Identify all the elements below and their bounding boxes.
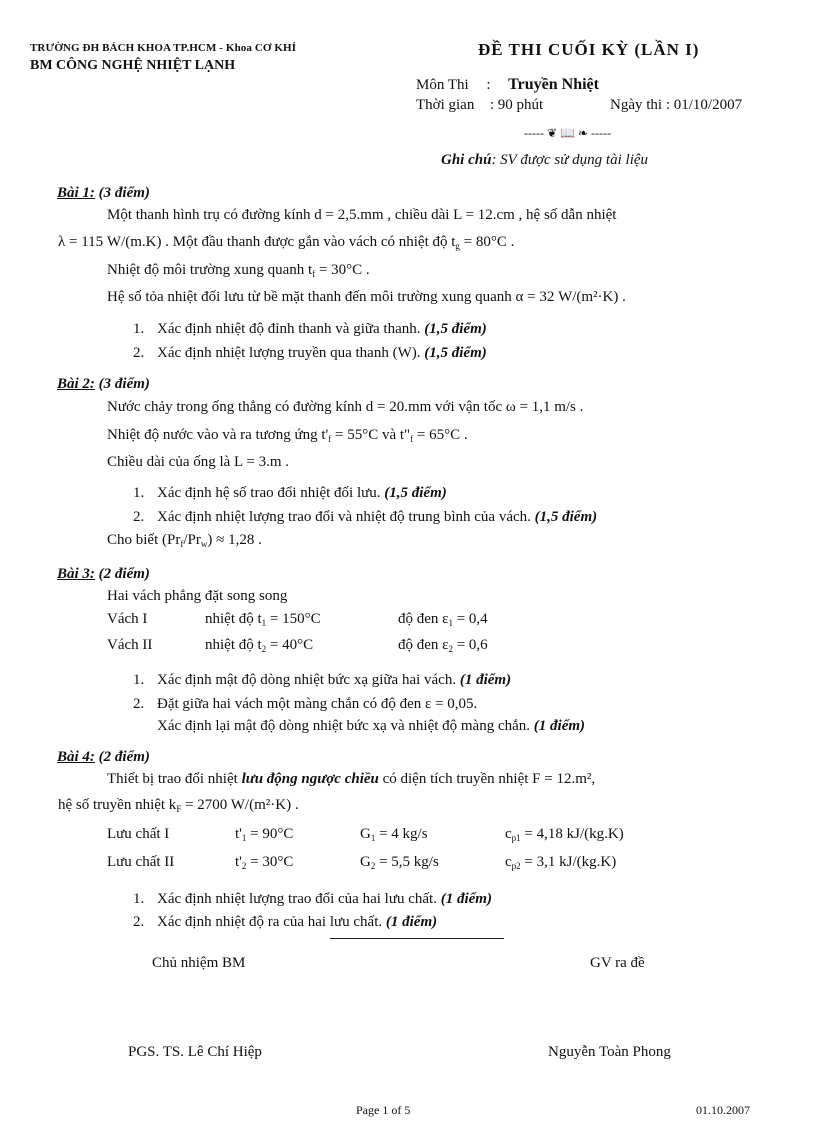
left-signer-name: PGS. TS. Lê Chí Hiệp (128, 1044, 262, 1060)
bai4-q2: 2. Xác định nhiệt độ ra của hai lưu chất. (1 điểm) (133, 914, 438, 930)
date-row (610, 97, 742, 114)
bai2-points: (3 điểm) (98, 376, 150, 392)
time-label: Thời gian (416, 97, 475, 113)
bai4-title: Bài 4: (57, 749, 95, 765)
time-value: : 90 phút (489, 97, 544, 113)
subject-label: Môn Thi (416, 77, 469, 93)
bai1-line2: λ = 115 W/(m.K) . Một đầu thanh được gắn vào vách có nhiệt độ $t_g = 80^\circ C$ . (58, 234, 515, 251)
bai1-heading (57, 185, 150, 202)
fluid1-flow: $G_1 = 4$ kg/s (360, 826, 428, 843)
bai2-given: Cho biết $(Pr_f/Pr_w) \approx 1,28$ . (107, 532, 262, 549)
bai1-q2: 2. Xác định nhiệt lượng truyền qua thanh (W). (1,5 điểm) (133, 345, 487, 361)
bai3-q2b: Xác định lại mật độ dòng nhiệt bức xạ và nhiệt độ màng chắn. (1 điểm) (157, 718, 586, 734)
ornament: ----- ❦ 📖 ❧ ----- (524, 126, 612, 140)
subject-value: Truyền Nhiệt (508, 76, 599, 93)
time-row (416, 97, 543, 114)
bai2-heading (57, 376, 150, 393)
bai2-q2: 2. Xác định nhiệt lượng trao đổi và nhiệt độ trung bình của vách. (1,5 điểm) (133, 509, 598, 525)
wall1-emissivity: độ đen $\varepsilon_1 = 0,4$ (398, 611, 488, 628)
right-signer-role: GV ra đề (590, 955, 645, 971)
bai2-title: Bài 2: (57, 376, 95, 392)
fluid1-name: Lưu chất I (107, 826, 170, 842)
date-label: Ngày thi (610, 97, 663, 113)
left-signer-role: Chủ nhiệm BM (152, 955, 246, 971)
bai3-line1: Hai vách phẳng đặt song song (107, 588, 288, 604)
bai1-line3: Nhiệt độ môi trường xung quanh $t_f = 30^\circ C$ . (107, 262, 370, 279)
bai2-line1: Nước chảy trong ống thẳng có đường kính d = 20.mm với vận tốc ω = 1,1 m/s . (107, 399, 584, 415)
wall2-temp: nhiệt độ $t_2 = 40^\circ C$ (205, 637, 314, 654)
fluid1-temp: $t'_1 = 90^\circ C$ (235, 826, 294, 843)
bai2-line3: Chiều dài của ống là L = 3.m . (107, 454, 290, 470)
fluid2-name: Lưu chất II (107, 854, 175, 870)
bai2-q1: 1. Xác định hệ số trao đổi nhiệt đối lưu. (1,5 điểm) (133, 485, 447, 501)
end-divider (330, 938, 504, 939)
page-number: Page 1 of 5 (356, 1103, 411, 1117)
bai4-line2: hệ số truyền nhiệt $k_F = 2700$ W/(m²·K) . (58, 797, 299, 814)
bai3-heading (57, 566, 150, 583)
bai1-q1: 1. Xác định nhiệt độ đỉnh thanh và giữa thanh. (1,5 điểm) (133, 321, 487, 337)
bai3-q1: 1. Xác định mật độ dòng nhiệt bức xạ giữa hai vách. (1 điểm) (133, 672, 512, 688)
bai4-q1: 1. Xác định nhiệt lượng trao đổi của hai lưu chất. (1 điểm) (133, 891, 492, 907)
school-name: TRƯỜNG ĐH BÁCH KHOA TP.HCM - Khoa CƠ KHÍ (30, 42, 297, 54)
wall2-name: Vách II (107, 637, 153, 653)
subject-row: Môn Thi : Truyền Nhiệt (416, 76, 599, 93)
bai1-points: (3 điểm) (98, 185, 150, 201)
wall1-name: Vách I (107, 611, 148, 627)
note-label: Ghi chú (441, 152, 492, 168)
fluid2-cp: $c_{p2} = 3,1$ kJ/(kg.K) (505, 854, 617, 871)
note (441, 152, 648, 169)
footer-date: 01.10.2007 (696, 1103, 750, 1117)
bai4-points: (2 điểm) (98, 749, 150, 765)
fluid1-cp: $c_{p1} = 4,18$ kJ/(kg.K) (505, 826, 624, 843)
department-name: BM CÔNG NGHỆ NHIỆT LẠNH (30, 58, 236, 73)
fluid2-flow: $G_2 = 5,5$ kg/s (360, 854, 439, 871)
wall2-emissivity: độ đen $\varepsilon_2 = 0,6$ (398, 637, 488, 654)
bai4-heading (57, 749, 150, 766)
date-value: : 01/10/2007 (665, 97, 743, 113)
bai1-line4: Hệ số tỏa nhiệt đối lưu từ bề mặt thanh đến môi trường xung quanh α = 32 W/(m²·K) . (107, 289, 626, 305)
bai1-line1: Một thanh hình trụ có đường kính d = 2,5.mm , chiều dài L = 12.cm , hệ số dẫn nhiệt (107, 207, 617, 223)
note-text: : SV được sử dụng tài liệu (491, 152, 649, 168)
bai4-line1: Thiết bị trao đổi nhiệt lưu động ngược chiều có diện tích truyền nhiệt F = 12.m², (107, 771, 596, 787)
right-signer-name: Nguyễn Toàn Phong (548, 1044, 671, 1060)
wall1-temp: nhiệt độ $t_1 = 150^\circ C$ (205, 611, 321, 628)
bai3-title: Bài 3: (57, 566, 95, 582)
bai1-title: Bài 1: (57, 185, 95, 201)
fluid2-temp: $t'_2 = 30^\circ C$ (235, 854, 294, 871)
bai3-q2: 2. Đặt giữa hai vách một màng chắn có độ đen ε = 0,05. (133, 696, 478, 712)
exam-title: ĐỀ THI CUỐI KỲ (LẦN I) (478, 40, 700, 59)
bai3-points: (2 điểm) (98, 566, 150, 582)
bai2-line2: Nhiệt độ nước vào và ra tương ứng $t'_f = 55^\circ C$ và $t"_f = 65^\circ C$ . (107, 427, 468, 444)
